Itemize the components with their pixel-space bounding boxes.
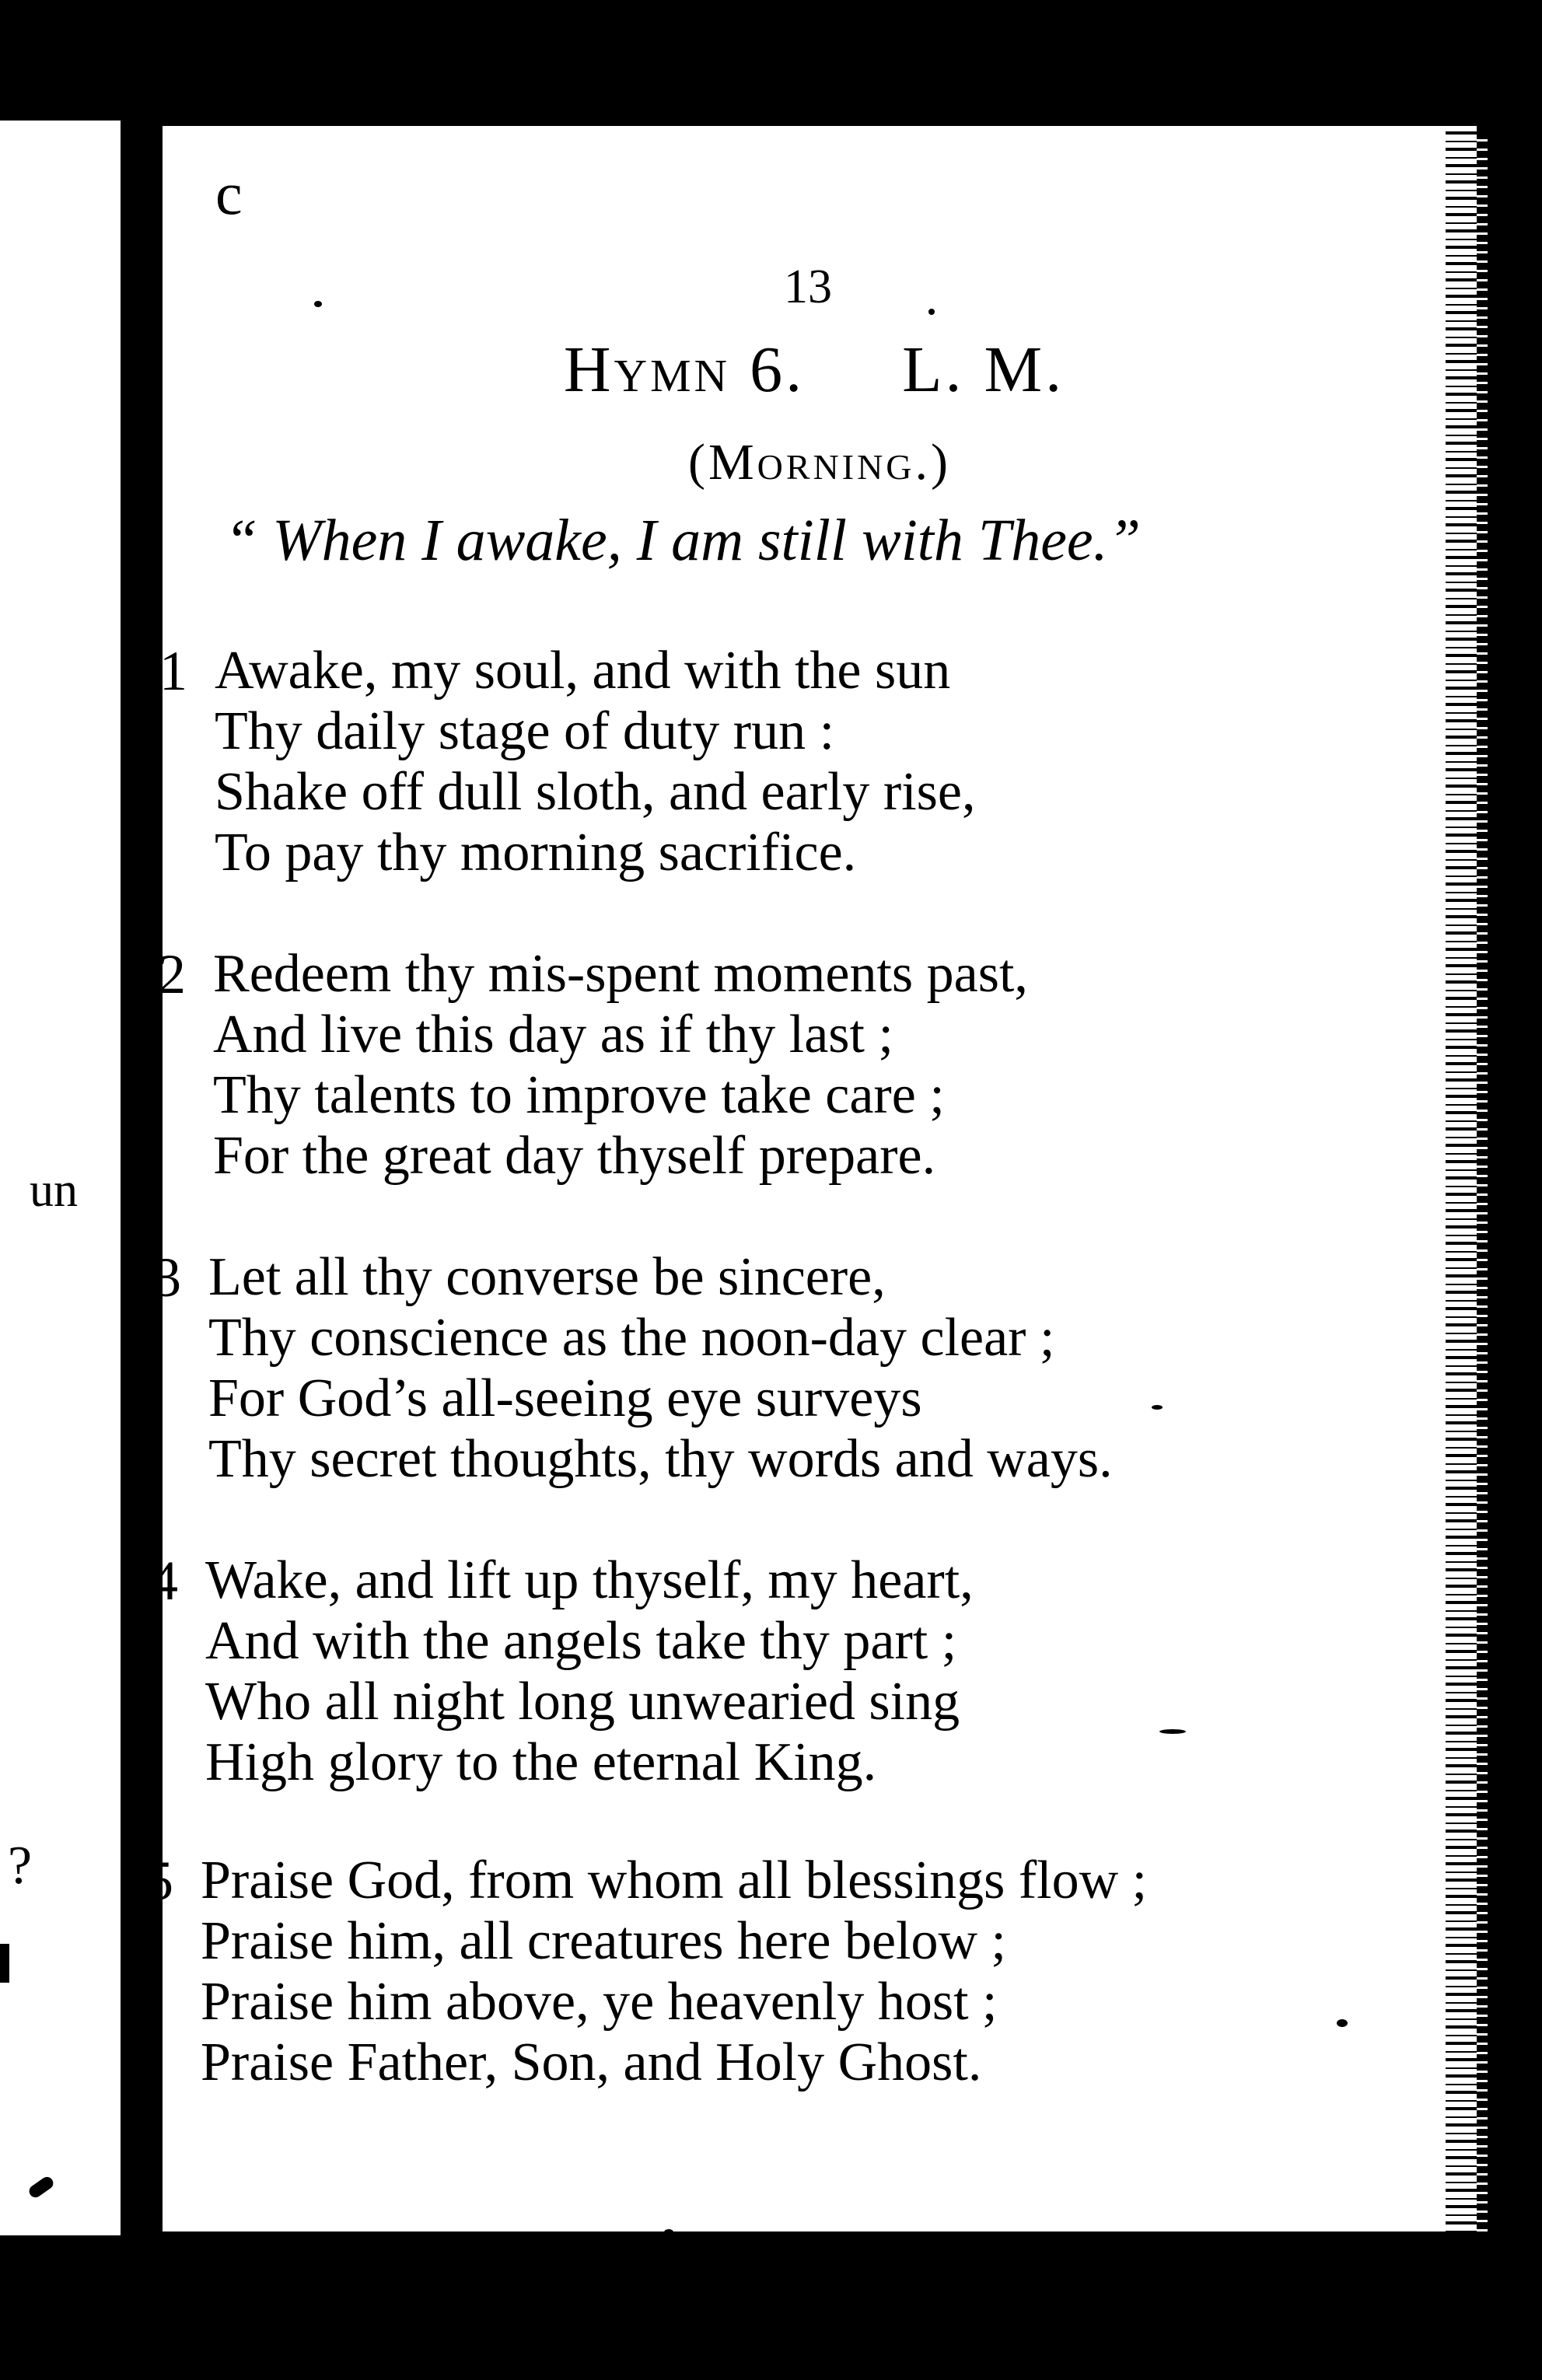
hymn-epigraph: “ When I awake, I am still with Thee.” — [225, 508, 1141, 573]
verse-line: Awake, my soul, and with the sun — [215, 641, 951, 701]
verse-line: Redeem thy mis-spent moments past, — [213, 944, 1028, 1004]
verse-line: Thy secret thoughts, thy words and ways. — [208, 1429, 1113, 1489]
verse-line: Thy conscience as the noon-day clear ; — [208, 1308, 1055, 1368]
hymn-label: Hymn — [563, 334, 731, 406]
page-edge-stack — [1446, 126, 1477, 2231]
verse-line: And with the angels take thy part ; — [205, 1611, 957, 1671]
left-page-mark — [26, 2175, 55, 2200]
stanza-number: 3 — [153, 1246, 181, 1309]
verse-line: Wake, and lift up thyself, my heart, — [205, 1550, 974, 1610]
stanza-number: 4 — [150, 1550, 178, 1612]
verse-line: Praise Father, Son, and Holy Ghost. — [201, 2032, 982, 2092]
verse-line: Thy talents to improve take care ; — [213, 1065, 945, 1125]
stanza-number: 2 — [158, 943, 186, 1005]
print-speck — [1152, 1405, 1163, 1410]
print-speck — [1337, 2019, 1348, 2027]
binding-gutter — [121, 121, 163, 2235]
verse-line: Praise God, from whom all blessings flow ; — [201, 1851, 1148, 1910]
left-page-mark — [0, 1944, 9, 1983]
hymn-number: 6. — [750, 334, 806, 406]
verse-line: For God’s all-seeing eye surveys — [208, 1368, 922, 1428]
verse-line: To pay thy morning sacrifice. — [215, 823, 857, 882]
print-speck — [928, 309, 935, 315]
hymn-occasion: (Morning.) — [687, 434, 952, 491]
page-number: 13 — [784, 260, 832, 313]
hymn-page — [145, 126, 1446, 2231]
page-edge-stack — [1477, 132, 1488, 2231]
print-speck — [1159, 1729, 1186, 1734]
verse-line: For the great day thyself prepare. — [213, 1126, 936, 1186]
left-page-strip — [0, 121, 121, 2235]
print-speck — [664, 2229, 673, 2235]
corner-mark: c — [215, 159, 243, 227]
print-speck — [1333, 2307, 1341, 2315]
hymn-meter: L. M. — [902, 334, 1065, 406]
print-speck — [314, 301, 322, 307]
stanza-number: 5 — [145, 1850, 173, 1912]
verse-line: Shake off dull sloth, and early rise, — [215, 762, 976, 822]
verse-line: Let all thy converse be sincere, — [208, 1247, 886, 1307]
verse-line: Thy daily stage of duty run : — [215, 701, 835, 761]
left-page-fragment: ? — [8, 1836, 33, 1896]
verse-line: Praise him above, ye heavenly host ; — [201, 1972, 998, 2032]
left-page-fragment: un — [30, 1164, 78, 1217]
verse-line: Praise him, all creatures here below ; — [201, 1911, 1006, 1971]
hymn-title — [163, 332, 1446, 407]
verse-line: Who all night long unwearied sing — [205, 1672, 960, 1732]
verse-line: And live this day as if thy last ; — [213, 1005, 893, 1064]
stanza-number: 1 — [159, 640, 187, 702]
verse-line: High glory to the eternal King. — [205, 1732, 877, 1792]
